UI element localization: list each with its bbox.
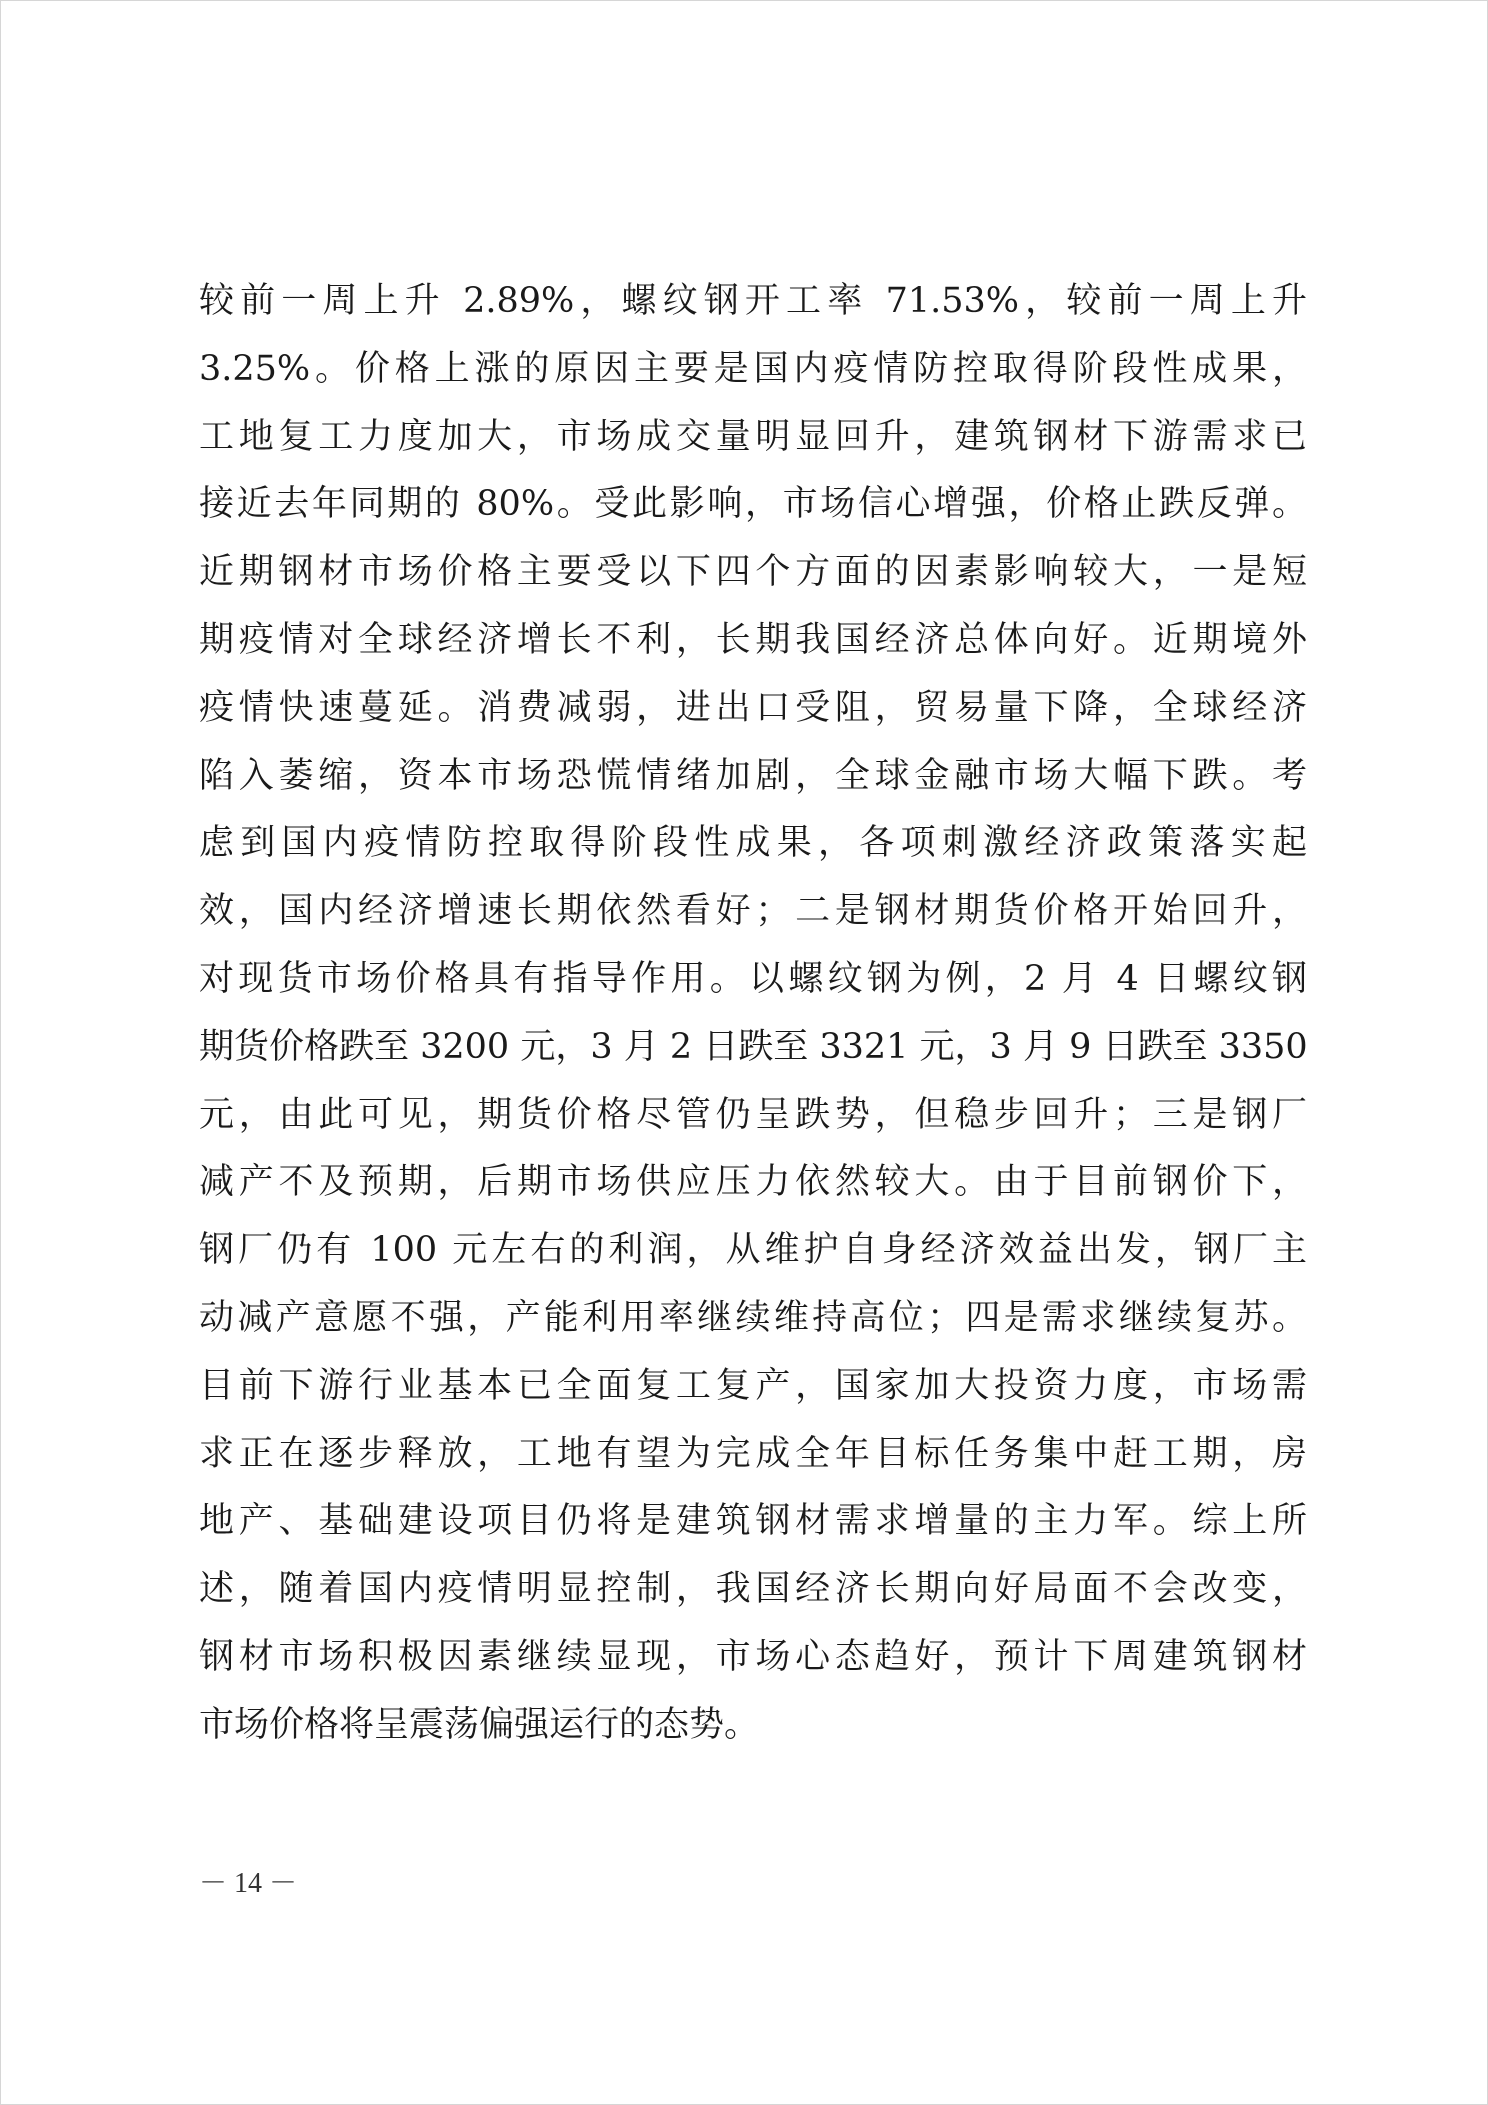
text-line: 求正在逐步释放，工地有望为完成全年目标任务集中赶工期，房 [199, 1433, 1307, 1474]
text-line: 减产不及预期，后期市场供应压力依然较大。由于目前钢价下， [199, 1162, 1307, 1203]
text-line: 较前一周上升 2.89%，螺纹钢开工率 71.53%，较前一周上升 [199, 281, 1307, 321]
text-line: 对现货市场价格具有指导作用。以螺纹钢为例，2 月 4 日螺纹钢 [199, 958, 1307, 999]
text-line: 钢材市场积极因素继续显现，市场心态趋好，预计下周建筑钢材 [199, 1636, 1307, 1677]
text-line: 疫情快速蔓延。消费减弱，进出口受阻，贸易量下降，全球经济 [199, 687, 1307, 728]
text-line: 近期钢材市场价格主要受以下四个方面的因素影响较大，一是短 [199, 552, 1307, 593]
text-line: 目前下游行业基本已全面复工复产，国家加大投资力度，市场需 [199, 1365, 1307, 1406]
text-line: 动减产意愿不强，产能利用率继续维持高位；四是需求继续复苏。 [199, 1297, 1307, 1338]
text-line: 述，随着国内疫情明显控制，我国经济长期向好局面不会改变， [199, 1569, 1307, 1610]
text-line: 元，由此可见，期货价格尽管仍呈跌势，但稳步回升；三是钢厂 [199, 1094, 1307, 1135]
text-line: 陷入萎缩，资本市场恐慌情绪加剧，全球金融市场大幅下跌。考 [199, 755, 1307, 796]
text-line: 3.25%。价格上涨的原因主要是国内疫情防控取得阶段性成果， [199, 348, 1307, 389]
page-number: － 14 － [199, 1868, 298, 1899]
text-line: 钢厂仍有 100 元左右的利润，从维护自身经济效益出发，钢厂主 [199, 1230, 1307, 1271]
text-line: 期货价格跌至 3200 元，3 月 2 日跌至 3321 元，3 月 9 日跌至 3350 [199, 1026, 1308, 1067]
text-line: 虑到国内疫情防控取得阶段性成果，各项刺激经济政策落实起 [199, 823, 1307, 864]
text-line-last: 市场价格将呈震荡偏强运行的态势。 [199, 1704, 760, 1745]
text-line: 接近去年同期的 80%。受此影响，市场信心增强，价格止跌反弹。 [199, 484, 1307, 525]
body-text [199, 268, 1307, 1760]
text-line: 地产、基础建设项目仍将是建筑钢材需求增量的主力军。综上所 [199, 1501, 1307, 1542]
text-line: 效，国内经济增速长期依然看好；二是钢材期货价格开始回升， [199, 891, 1307, 932]
text-line: 期疫情对全球经济增长不利，长期我国经济总体向好。近期境外 [199, 619, 1307, 660]
text-line: 工地复工力度加大，市场成交量明显回升，建筑钢材下游需求已 [199, 416, 1307, 457]
